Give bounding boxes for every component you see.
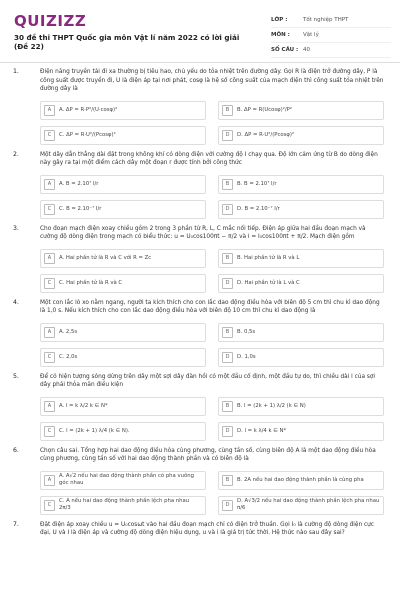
option-d[interactable] bbox=[218, 274, 384, 293]
meta-row-grade bbox=[271, 13, 391, 28]
option-text: C. l = (2k + 1) λ/4 (k ∈ N). bbox=[59, 427, 130, 434]
option-letter-box: B bbox=[222, 327, 233, 338]
option-letter-box: C bbox=[44, 500, 55, 511]
option-letter-box: C bbox=[44, 278, 55, 289]
question-7 bbox=[0, 521, 400, 538]
option-text: A. l = k λ/2 k ∈ N* bbox=[59, 402, 108, 409]
option-letter-box: A bbox=[44, 475, 55, 486]
option-letter-box: B bbox=[222, 253, 233, 264]
question-5 bbox=[0, 373, 400, 441]
question-number: 7. bbox=[13, 520, 19, 528]
option-text: D. A√3/2 nếu hai dao động thành phần lệch pha nhau π/6 bbox=[237, 498, 380, 511]
option-letter-box: A bbox=[44, 327, 55, 338]
option-a[interactable] bbox=[40, 101, 206, 120]
option-d[interactable] bbox=[218, 348, 384, 367]
option-text: C. B = 2.10⁻⁷ I/r bbox=[59, 205, 102, 212]
question-text: Cho đoạn mạch điện xoay chiều gồm 2 trong 3 phần tử R, L, C mắc nối tiếp. Điện áp giữa hai đầu đoạn mạch và cường độ dòng điện trong mạch có biểu thức: u = U₀cos100πt − π/2 và i = I₀cos100πt + π/2. Mạch điện gồm bbox=[40, 225, 366, 240]
question-text: Một con lắc lò xo nằm ngang, người ta kích thích cho con lắc dao động điều hòa với biên độ 5 cm thì chu kì dao động là 1,0 s. Nếu kích thích cho con lắc dao động điều hòa với biên độ 10 cm thì chu kì dao động là bbox=[40, 299, 380, 314]
question-2 bbox=[0, 151, 400, 219]
option-letter-box: D bbox=[222, 352, 233, 363]
option-text: B. ΔP = R(Ucosφ)²/P² bbox=[237, 106, 292, 113]
meta-value: Vật lý bbox=[303, 32, 319, 38]
option-a[interactable] bbox=[40, 249, 206, 268]
option-letter-box: A bbox=[44, 105, 55, 116]
option-a[interactable] bbox=[40, 323, 206, 342]
option-letter-box: C bbox=[44, 130, 55, 141]
question-4 bbox=[0, 299, 400, 367]
answer-options bbox=[40, 471, 384, 515]
question-number: 3. bbox=[13, 224, 19, 232]
question-3 bbox=[0, 225, 400, 293]
question-text: Điện năng truyền tải đi xa thường bị tiêu hao, chủ yếu do tỏa nhiệt trên đường dây. Gọi R là điện trở đường dây, P là công suất được truyền đi, U là điện áp tại nơi phát, cosφ là hệ số công suất của mạch điện thì công suất tỏa nhiệt trên đường dây là bbox=[40, 69, 384, 92]
meta-row-question-count bbox=[271, 43, 391, 58]
option-text: C. Hai phần tử là R và C bbox=[59, 279, 123, 286]
option-letter-box: D bbox=[222, 130, 233, 141]
option-text: D. ΔP = R·U²/(Pcosφ)² bbox=[237, 131, 295, 138]
option-text: B. 0,5s bbox=[237, 328, 256, 335]
option-letter-box: B bbox=[222, 475, 233, 486]
option-text: B. Hai phần tử là R và L bbox=[237, 254, 300, 261]
option-b[interactable] bbox=[218, 101, 384, 120]
question-text: Một dây dẫn thẳng dài đặt trong không khí có dòng điện với cường độ I chạy qua. Độ lớn cảm ứng từ B do dòng điện này gây ra tại một điểm cách dây một đoạn r được tính bởi công thức bbox=[40, 151, 378, 166]
question-text: Đặt điện áp xoay chiều u = U₀cosωt vào hai đầu đoạn mạch chỉ có điện trở thuần. Gọi I₀ là cường độ dòng điện cực đại, U và I là điện áp và cường độ dòng điện hiệu dụng, u và i là giá trị tức thời. Hệ thức nào sau đây sai? bbox=[40, 521, 375, 536]
option-letter-box: D bbox=[222, 500, 233, 511]
option-b[interactable] bbox=[218, 249, 384, 268]
option-text: D. B = 2.10⁻⁷ I/r bbox=[237, 205, 280, 212]
option-b[interactable] bbox=[218, 397, 384, 416]
option-text: C. 2,0s bbox=[59, 353, 78, 360]
option-letter-box: D bbox=[222, 204, 233, 215]
option-text: D. l = k λ/4 k ∈ N* bbox=[237, 427, 287, 434]
option-text: A. B = 2.10⁷ I/r bbox=[59, 180, 99, 187]
option-d[interactable] bbox=[218, 496, 384, 515]
option-c[interactable] bbox=[40, 348, 206, 367]
option-c[interactable] bbox=[40, 200, 206, 219]
question-text: Để có hiện tượng sóng dừng trên dây một sợi dây đàn hồi có một đầu cố định, một đầu tự do, thì chiều dài l của sợi dây phải thỏa mãn điều kiện bbox=[40, 373, 376, 388]
option-text: B. l = (2k + 1) λ/2 (k ∈ N) bbox=[237, 402, 306, 409]
option-text: B. 2A nếu hai dao động thành phần là cùng pha bbox=[237, 476, 364, 483]
option-a[interactable] bbox=[40, 397, 206, 416]
option-letter-box: C bbox=[44, 352, 55, 363]
option-c[interactable] bbox=[40, 422, 206, 441]
question-number: 6. bbox=[13, 446, 19, 454]
option-text: A. A√2 nếu hai dao động thành phần có pha vuông góc nhau bbox=[59, 473, 194, 486]
option-text: A. Hai phần tử là R và C với R = Zc bbox=[59, 254, 152, 261]
option-letter-box: B bbox=[222, 105, 233, 116]
question-6 bbox=[0, 447, 400, 515]
worksheet-header bbox=[0, 0, 400, 63]
question-number: 4. bbox=[13, 298, 19, 306]
option-b[interactable] bbox=[218, 175, 384, 194]
meta-label: MÔN : bbox=[271, 32, 290, 38]
answer-options bbox=[40, 175, 384, 219]
option-letter-box: A bbox=[44, 401, 55, 412]
meta-value: Tốt nghiệp THPT bbox=[303, 17, 349, 23]
option-d[interactable] bbox=[218, 126, 384, 145]
option-text: D. 1,0s bbox=[237, 353, 256, 360]
option-c[interactable] bbox=[40, 126, 206, 145]
option-c[interactable] bbox=[40, 496, 206, 515]
option-text: D. Hai phần tử là L và C bbox=[237, 279, 300, 286]
option-text: A. ΔP = R·P²/(U·cosφ)² bbox=[59, 106, 118, 113]
option-text: C. ΔP = R·U²/(Pcosφ)² bbox=[59, 131, 116, 138]
worksheet-meta bbox=[271, 13, 391, 58]
option-d[interactable] bbox=[218, 200, 384, 219]
option-a[interactable] bbox=[40, 175, 206, 194]
option-b[interactable] bbox=[218, 471, 384, 490]
option-text: C. A nếu hai dao động thành phần lệch pha nhau 2π/3 bbox=[59, 498, 190, 511]
answer-options bbox=[40, 323, 384, 367]
question-list bbox=[0, 68, 400, 544]
option-letter-box: C bbox=[44, 204, 55, 215]
quizizz-logo: QUIZIZZ bbox=[14, 12, 87, 30]
option-letter-box: D bbox=[222, 278, 233, 289]
question-number: 1. bbox=[13, 68, 19, 75]
option-text: B. B = 2.10⁷ I/r bbox=[237, 180, 277, 187]
meta-label: SỐ CÂU : bbox=[271, 47, 299, 53]
option-b[interactable] bbox=[218, 323, 384, 342]
meta-value: 40 bbox=[303, 47, 310, 53]
option-letter-box: A bbox=[44, 179, 55, 190]
option-letter-box: D bbox=[222, 426, 233, 437]
meta-label: LỚP : bbox=[271, 17, 288, 23]
question-1 bbox=[0, 68, 400, 145]
option-letter-box: B bbox=[222, 401, 233, 412]
option-letter-box: C bbox=[44, 426, 55, 437]
answer-options bbox=[40, 397, 384, 441]
answer-options bbox=[40, 249, 384, 293]
option-text: A. 2,5s bbox=[59, 328, 78, 335]
option-letter-box: A bbox=[44, 253, 55, 264]
answer-options bbox=[40, 101, 384, 145]
option-c[interactable] bbox=[40, 274, 206, 293]
option-d[interactable] bbox=[218, 422, 384, 441]
meta-row-subject bbox=[271, 28, 391, 43]
question-text: Chọn câu sai. Tổng hợp hai dao động điều hòa cùng phương, cùng tần số, cùng biên độ A là một dao động điều hòa cùng phương, cùng tần số với hai dao động thành phần và có biên độ là bbox=[40, 447, 376, 462]
question-number: 2. bbox=[13, 150, 19, 158]
option-letter-box: B bbox=[222, 179, 233, 190]
option-a[interactable] bbox=[40, 471, 206, 490]
worksheet-title: 30 đề thi THPT Quốc gia môn Vật lí năm 2022 có lời giải (Đề 22) bbox=[14, 33, 240, 51]
question-number: 5. bbox=[13, 372, 19, 380]
